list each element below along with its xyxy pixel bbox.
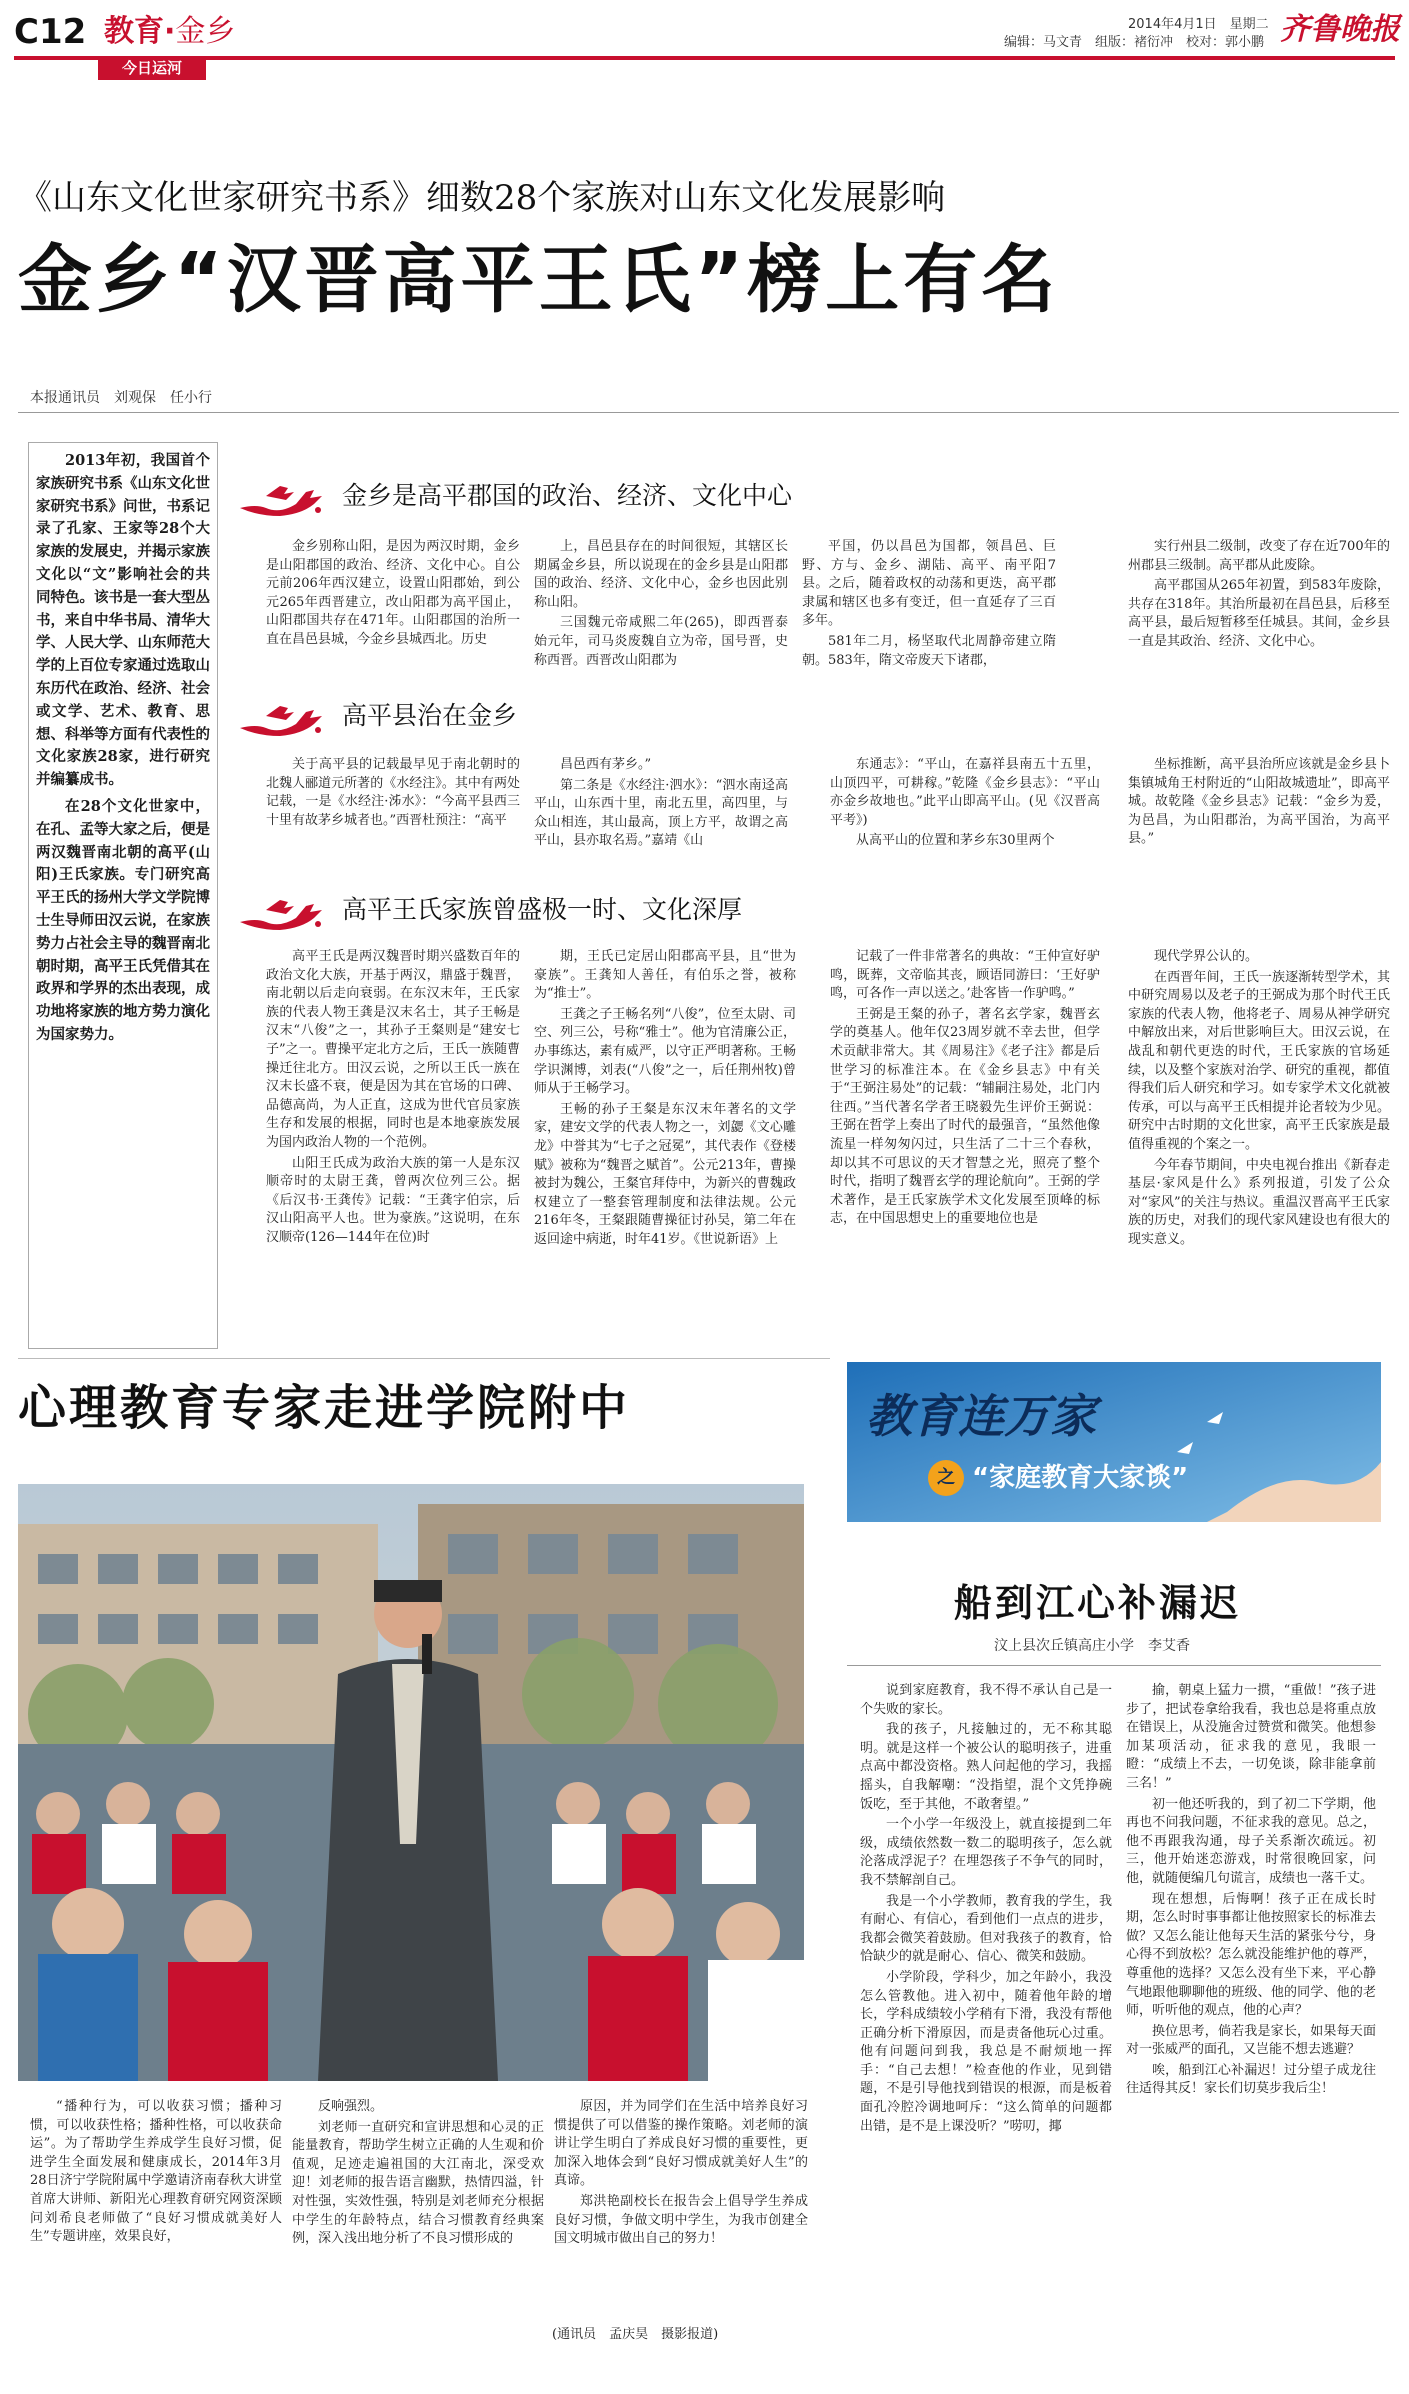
paragraph: 揄，朝桌上猛力一掼，“重做！”孩子进步了，把试卷拿给我看，我也总是将重点放在错误上，从没施舍过赞赏和微笑。他想参加某项活动，征求我的意见，我眼一瞪：“成绩上不去，一切免谈，除非能拿前三名！” — [1126, 1683, 1376, 1791]
paragraph: 期，王氏已定居山阳郡高平县，且“世为豪族”。王龚知人善任，有伯乐之誉，被称为“推士”。 — [534, 949, 796, 1002]
paragraph: 王畅的孙子王粲是东汉末年著名的文学家，建安文学的代表人物之一，刘勰《文心雕龙》中誉其为“七子之冠冕”，其代表作《登楼赋》被称为“魏晋之赋首”。公元213年，曹操被封为魏公，王粲官拜侍中，为新兴的曹魏政权建立了一整套管理制度和法律法规。公元216年冬，王粲跟随曹操征讨孙吴，第二年在返回途中病逝，时年41岁。《世说新语》上 — [534, 1101, 796, 1247]
page-number: C12 — [14, 12, 87, 52]
horse-ornament-icon — [236, 888, 330, 932]
brand-logo: 齐鲁晚报 — [1280, 12, 1400, 47]
paragraph: 高平王氏是两汉魏晋时期兴盛数百年的政治文化大族，开基于两汉，鼎盛于魏晋，南北朝以后走向衰弱。在东汉末年，王氏家族的代表人物王龚是汉末名士，其子王畅是汉末“八俊”之一，其孙子王粲则是“建安七子”之一。曹操平定北方之后，王氏一族随曹操迁往北方。田汉云说，之所以王氏一族在汉末长盛不衰，便是因为其在官场的口碑、品德高尚，为人正直，这成为世代官员家族生存和发展的根据，同时也是本地豪族发展为国内政治人物的一个范例。 — [266, 949, 520, 1150]
lecture-photo — [18, 1484, 804, 2081]
section-title — [104, 14, 235, 50]
lead-kicker: 《山东文化世家研究书系》细数28个家族对山东文化发展影响 — [18, 178, 946, 218]
psych-headline: 心理教育专家走进学院附中 — [18, 1380, 631, 1436]
paragraph: 关于高平县的记载最早见于南北朝时的北魏人郦道元所著的《水经注》。其中有两处记载，一是《水经注·泲水》：“今高平县西三十里有故茅乡城者也。”西晋杜预注：“高平 — [266, 757, 520, 828]
paragraph: 现代学界公认的。 — [1154, 949, 1259, 964]
section-tag: 今日运河 — [98, 56, 206, 80]
psych-col3 — [554, 2098, 808, 2251]
sec1-col4 — [1128, 538, 1390, 654]
sec1-col2 — [534, 538, 788, 672]
paragraph: 王龚之子王畅名列“八俊”，位至太尉、司空、列三公，号称“雅士”。他为官清廉公正，办事练达，素有威严，以守正严明著称。王畅学识渊博，刘表(“八俊”之一，后任荆州牧)曾师从于王畅学习。 — [534, 1006, 796, 1097]
paragraph: 一个小学一年级没上，就直接提到二年级，成绩依然数一数二的聪明孩子，怎么就沦落成浮泥子？在埋怨孩子不争气的同时，我不禁解剖自己。 — [860, 1817, 1112, 1888]
paragraph: “播种行为，可以收获习惯；播种习惯，可以收获性格；播种性格，可以收获命运”。为了帮助学生养成学生良好习惯，促进学生全面发展和健康成长，2014年3月28日济宁学院附属中学邀请济南春秋大讲堂首席大讲师、新阳光心理教育研究网资深顾问刘希良老师做了“良好习惯成就美好人生”专题讲座，效果良好， — [30, 2099, 282, 2245]
lead-byline: 本报通讯员 刘观保 任小行 — [30, 390, 212, 406]
paragraph: 581年二月，杨坚取代北周静帝建立隋朝。583年，隋文帝废天下诸郡， — [802, 633, 1056, 668]
header-rule — [14, 56, 1395, 60]
paragraph: 小学阶段，学科少，加之年龄小，我没怎么管教他。进入初中，随着他年龄的增长，学科成绩较小学稍有下滑，我没有帮他正确分析下滑原因，而是责备他玩心过重。他有问题问到我，我总是不耐烦地一挥手：“自己去想！”检查他的作业，见到错题，不是引导他找到错误的根源，而是板着面孔冷腔冷调地呵斥：“这么简单的问题都出错，是不是上课没听？”唠叨，揶 — [860, 1969, 1112, 2134]
paragraph: 王弼是王粲的孙子，著名玄学家，魏晋玄学的奠基人。他年仅23周岁就不幸去世，但学术贡献非常大。其《周易注》《老子注》都是后世学习的标准注本。在《金乡县志》中有关于“王弼注易处”的记载：“辅嗣注易处，北门内往西。”当代著名学者王晓毅先生评价王弼说：王弼在哲学上奏出了时代的最强音，“虽然他像流星一样匆匆闪过，只生活了二十三个春秋，却以其不可思议的天才智慧之光，照亮了整个时代，指明了魏晋玄学的理论航向”。王弼的学术著作，是王氏家族学术文化发展至顶峰的标志，在中国思想史上的重要地位也是 — [830, 1006, 1100, 1227]
section-heading-label: 金乡是高平郡国的政治、经济、文化中心 — [342, 481, 793, 510]
section-heading-label: 高平县治在金乡 — [342, 701, 518, 730]
section-sub: 金乡 — [175, 14, 236, 49]
sec2-col2 — [534, 756, 788, 853]
byline-rule — [18, 412, 1399, 413]
paragraph: 原因，并为同学们在生活中培养良好习惯提供了可以借鉴的操作策略。刘老师的演讲让学生明白了养成良好习惯的重要性，更加深入地体会到“良好习惯成就美好人生”的真谛。 — [554, 2099, 808, 2189]
horse-ornament-icon — [236, 694, 330, 738]
paragraph: 第二条是《水经注·泗水》：“泗水南迳高平山，山东西十里，南北五里，高四里，与众山相连，其山最高，顶上方平，故谓之高平山，县亦取名焉。”嘉靖《山 — [534, 777, 788, 849]
intro-paragraph: 2013年初，我国首个家族研究书系《山东文化世家研究书系》问世，书系记录了孔家、王家等28个大家族的发展史，并揭示家族文化以“文”影响社会的共同特色。该书是一套大型丛书，来自中华书局、清华大学、人民大学、山东师范大学的上百位专家通过选取山东历代在政治、经济、社会或文学、艺术、教育、思想、科举等方面有代表性的文化家族28家，进行研究并编纂成书。 — [36, 452, 210, 789]
paragraph: 唉，船到江心补漏迟！过分望子成龙往往适得其反！家长们切莫步我后尘！ — [1126, 2062, 1376, 2097]
paragraph: 在西晋年间，王氏一族逐渐转型学术，其中研究周易以及老子的王弼成为那个时代王氏家族的代表人物，他将老子、周易从神学研究中解放出来，对后世影响巨大。田汉云说，在战乱和朝代更迭的时代，王氏家族的官场延续，以及整个家族对治学、研究的重视，都值得我们后人研究和学习。如专家学术文化就被传承，可以与高平王氏相提并论者较为少见。研究中古时期的文化世家，高平王氏家族是最值得重视的个案之一。 — [1128, 969, 1390, 1152]
paragraph: 坐标推断，高平县治所应该就是金乡县卜集镇城角王村附近的“山阳故城遗址”，即高平城。故乾隆《金乡县志》记载：“金乡为爰，为邑昌，为山阳郡治，为高平国治，为高平县。” — [1128, 757, 1390, 847]
section-dot: · — [164, 14, 176, 49]
photo-credit: (通讯员 孟庆昊 摄影报道) — [552, 2327, 719, 2342]
paragraph: 我的孩子，凡接触过的，无不称其聪明。就是这样一个被公认的聪明孩子，进重点高中都没资格。熟人问起他的学习，我摇摇头，自我解嘲：“没指望，混个文凭挣碗饭吃，至于其他，不敢奢望。” — [860, 1722, 1112, 1812]
sec1-col3 — [802, 538, 1056, 672]
date-line: 2014年4月1日 星期二 — [1128, 17, 1269, 32]
column-author: 汶上县次丘镇高庄小学 李艾香 — [994, 1638, 1190, 1654]
paragraph: 实行州县二级制，改变了存在近700年的州郡县三级制。高平郡从此废除。 — [1128, 539, 1390, 573]
psych-col2 — [292, 2098, 544, 2251]
column-title: 船到江心补漏迟 — [954, 1581, 1242, 1625]
lead-headline: 金乡“汉晋高平王氏”榜上有名 — [18, 237, 1060, 323]
lead-intro — [36, 450, 210, 1051]
column-col2 — [1126, 1682, 1376, 2101]
sec1-col1 — [266, 538, 520, 652]
sec2-col3 — [830, 756, 1100, 853]
paragraph: 初一他还听我的，到了初二下学期，他再也不问我问题，不征求我的意见。总之，他不再跟我沟通，母子关系渐次疏远。初三，他开始迷恋游戏，时常很晚回家，问他，就随便编几句谎言，成绩也一落千丈。 — [1126, 1796, 1376, 1886]
paragraph: 金乡别称山阳，是因为两汉时期，金乡是山阳郡国的政治、经济、文化中心。自公元前206年西汉建立，设置山阳郡始，到公元265年西晋建立，改山阳郡为高平国止，山阳郡国共存在471年。山阳郡国的治所一直在昌邑县城，今金乡县城西北。历史 — [266, 539, 520, 647]
section-heading-2 — [236, 694, 1036, 738]
paragraph: 记载了一件非常著名的典故：“王仲宣好驴鸣，既葬，文帝临其丧，顾语同游曰：‘王好驴鸣，可各作一声以送之。’赴客皆一作驴鸣。” — [830, 949, 1100, 1002]
column-col1 — [860, 1682, 1112, 2138]
paragraph: 从高平山的位置和茅乡东30里两个 — [856, 833, 1055, 849]
paragraph: 东通志》：“平山，在嘉祥县南五十五里，山顶四平，可耕稼。”乾隆《金乡县志》：“平山亦金乡故地也。”此平山即高平山。(见《汉晋高平考》) — [830, 757, 1100, 828]
paragraph: 今年春节期间，中央电视台推出《新春走基层·家风是什么》系列报道，引发了公众对“家风”的关注与热议。重温汉晋高平王氏家族的历史，对我们的现代家风建设也有很大的现实意义。 — [1128, 1157, 1390, 1247]
paragraph: 反响强烈。 — [318, 2099, 384, 2114]
paragraph: 现在想想，后悔啊！孩子正在成长时期，怎么时时事事都让他按照家长的标准去做？又怎么能让他每天生活的紧张兮兮，身心得不到放松？怎么就没能维护他的尊严，尊重他的选择？又怎么没有坐下来，平心静气地跟他聊聊他的班级、他的同学、他的老师，听听他的观点，他的心声？ — [1126, 1891, 1376, 2019]
sec2-col1 — [266, 756, 520, 832]
paragraph: 昌邑西有茅乡。” — [560, 757, 652, 772]
paragraph: 高平郡国从265年初置，到583年废除，共存在318年。其治所最初在昌邑县，后移至高平县，最后短暂移至任城县。其间，金乡县一直是其政治、经济、文化中心。 — [1128, 578, 1390, 649]
paragraph: 换位思考，倘若我是家长，如果每天面对一张威严的面孔，又岂能不想去逃避？ — [1126, 2023, 1376, 2058]
staff-line: 编辑：马文青 组版：褚衍冲 校对：郭小鹏 — [1004, 35, 1265, 50]
sec3-col1 — [266, 948, 520, 1250]
section-heading-label: 高平王氏家族曾盛极一时、文化深厚 — [342, 895, 743, 924]
paragraph: 山阳王氏成为政治大族的第一人是东汉顺帝时的太尉王龚，曾两次位列三公。据《后汉书·王龚传》记载：“王龚字伯宗，后汉山阳高平人也。世为豪族。”这说明，在东汉顺帝(126—144年在位)时 — [266, 1155, 520, 1245]
section-name: 教育 — [104, 14, 164, 49]
paragraph: 我是一个小学教师，教育我的学生，我有耐心、有信心，看到他们一点点的进步，我都会微笑着鼓励。但对我孩子的教育，恰恰缺少的就是耐心、信心、微笑和鼓励。 — [860, 1893, 1112, 1965]
psych-col1 — [30, 2098, 282, 2249]
story-divider — [18, 1358, 830, 1359]
sec3-col2 — [534, 948, 796, 1252]
banner-joint-badge: 之 — [928, 1460, 964, 1496]
paragraph: 平国，仍以昌邑为国都，领昌邑、巨野、方与、金乡、湖陆、高平、南平阳7县。之后，随着政权的动荡和更迭，高平郡隶属和辖区也多有变迁，但一直延存了三百多年。 — [802, 539, 1056, 629]
horse-ornament-icon — [236, 474, 330, 518]
intro-paragraph: 在28个文化世家中，在孔、孟等大家之后，便是两汉魏晋南北朝的高平(山阳)王氏家族。专门研究高平王氏的扬州大学文学院博士生导师田汉云说，在家族势力占社会主导的魏晋南北朝时期，高平王氏凭借其在政界和学界的杰出表现，成功地将家族的地方势力演化为国家势力。 — [36, 797, 210, 1043]
sec3-col4 — [1128, 948, 1390, 1252]
section-heading-3 — [236, 888, 1036, 932]
paragraph: 三国魏元帝咸熙二年(265)，即西晋泰始元年，司马炎废魏自立为帝，国号晋，史称西晋。西晋改山阳郡为 — [534, 615, 788, 668]
sec3-col3 — [830, 948, 1100, 1231]
paragraph: 刘老师一直研究和宣讲思想和心灵的正能量教育，帮助学生树立正确的人生观和价值观，足迹走遍祖国的大江南北，深受欢迎！刘老师的报告语言幽默，热情四溢，针对性强，实效性强，特别是刘老师充分根据中学生的年龄特点，结合习惯教育经典案例，深入浅出地分析了不良习惯形成的 — [292, 2119, 544, 2247]
sec2-col4 — [1128, 756, 1390, 851]
paragraph: 说到家庭教育，我不得不承认自己是一个失败的家长。 — [860, 1683, 1112, 1717]
section-heading-1 — [236, 474, 1036, 518]
banner-main-title: 教育连万家 — [866, 1389, 1096, 1443]
paragraph: 郑洪艳副校长在报告会上倡导学生养成良好习惯，争做文明中学生，为我市创建全国文明城市做出自己的努力！ — [554, 2193, 808, 2247]
banner-sub-title: “家庭教育大家谈” — [972, 1463, 1189, 1493]
paragraph: 上，昌邑县存在的时间很短，其辖区长期属金乡县，所以说现在的金乡县是山阳郡国的政治、经济、文化中心，金乡也因此别称山阳。 — [534, 539, 788, 610]
